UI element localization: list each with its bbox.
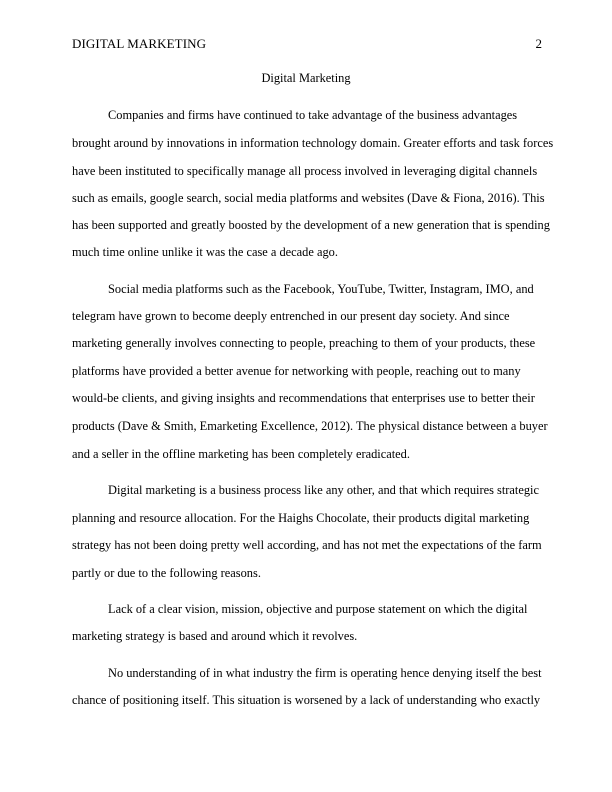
page-number: 2 [535, 36, 542, 51]
paragraph-line: has been supported and greatly boosted by the development of a new generation that is spending [72, 218, 550, 232]
paragraph-line: products (Dave & Smith, Emarketing Excellence, 2012). The physical distance between a buyer [72, 419, 548, 433]
paragraph-line: much time online unlike it was the case a decade ago. [72, 245, 338, 259]
paragraph-line: strategy has not been doing pretty well according, and has not met the expectations of the farm [72, 538, 542, 552]
paragraph-line: brought around by innovations in information technology domain. Greater efforts and task forces [72, 136, 554, 150]
paragraph-line: would-be clients, and giving insights and recommendations that enterprises use to better their [72, 391, 535, 405]
paragraph-line: planning and resource allocation. For the Haighs Chocolate, their products digital marketing [72, 511, 530, 525]
paragraph-line: No understanding of in what industry the firm is operating hence denying itself the best [108, 666, 542, 680]
paragraph-line: marketing strategy is based and around which it revolves. [72, 629, 358, 643]
paragraph-line: Digital marketing is a business process like any other, and that which requires strategic [108, 483, 539, 497]
paragraph-line: platforms have provided a better avenue for networking with people, reaching out to many [72, 364, 521, 378]
paragraph-line: Social media platforms such as the Facebook, YouTube, Twitter, Instagram, IMO, and [108, 282, 534, 296]
running-head: DIGITAL MARKETING [72, 36, 207, 51]
document-title: Digital Marketing [261, 71, 351, 85]
paragraph-line: Companies and firms have continued to take advantage of the business advantages [108, 108, 518, 122]
paragraph-line: chance of positioning itself. This situation is worsened by a lack of understanding who exactly [72, 693, 541, 707]
paragraph-line: have been instituted to specifically manage all process involved in leveraging digital channels [72, 164, 538, 178]
paragraph-line: partly or due to the following reasons. [72, 566, 261, 580]
paragraph-line: such as emails, google search, social media platforms and websites (Dave & Fiona, 2016). This [72, 191, 545, 205]
paragraph-line: telegram have grown to become deeply entrenched in our present day society. And since [72, 309, 510, 323]
paragraph-line: marketing generally involves connecting to people, preaching to them of your products, these [72, 336, 536, 350]
paragraph-line: and a seller in the offline marketing has been completely eradicated. [72, 447, 410, 461]
paragraph-line: Lack of a clear vision, mission, objective and purpose statement on which the digital [108, 602, 528, 616]
